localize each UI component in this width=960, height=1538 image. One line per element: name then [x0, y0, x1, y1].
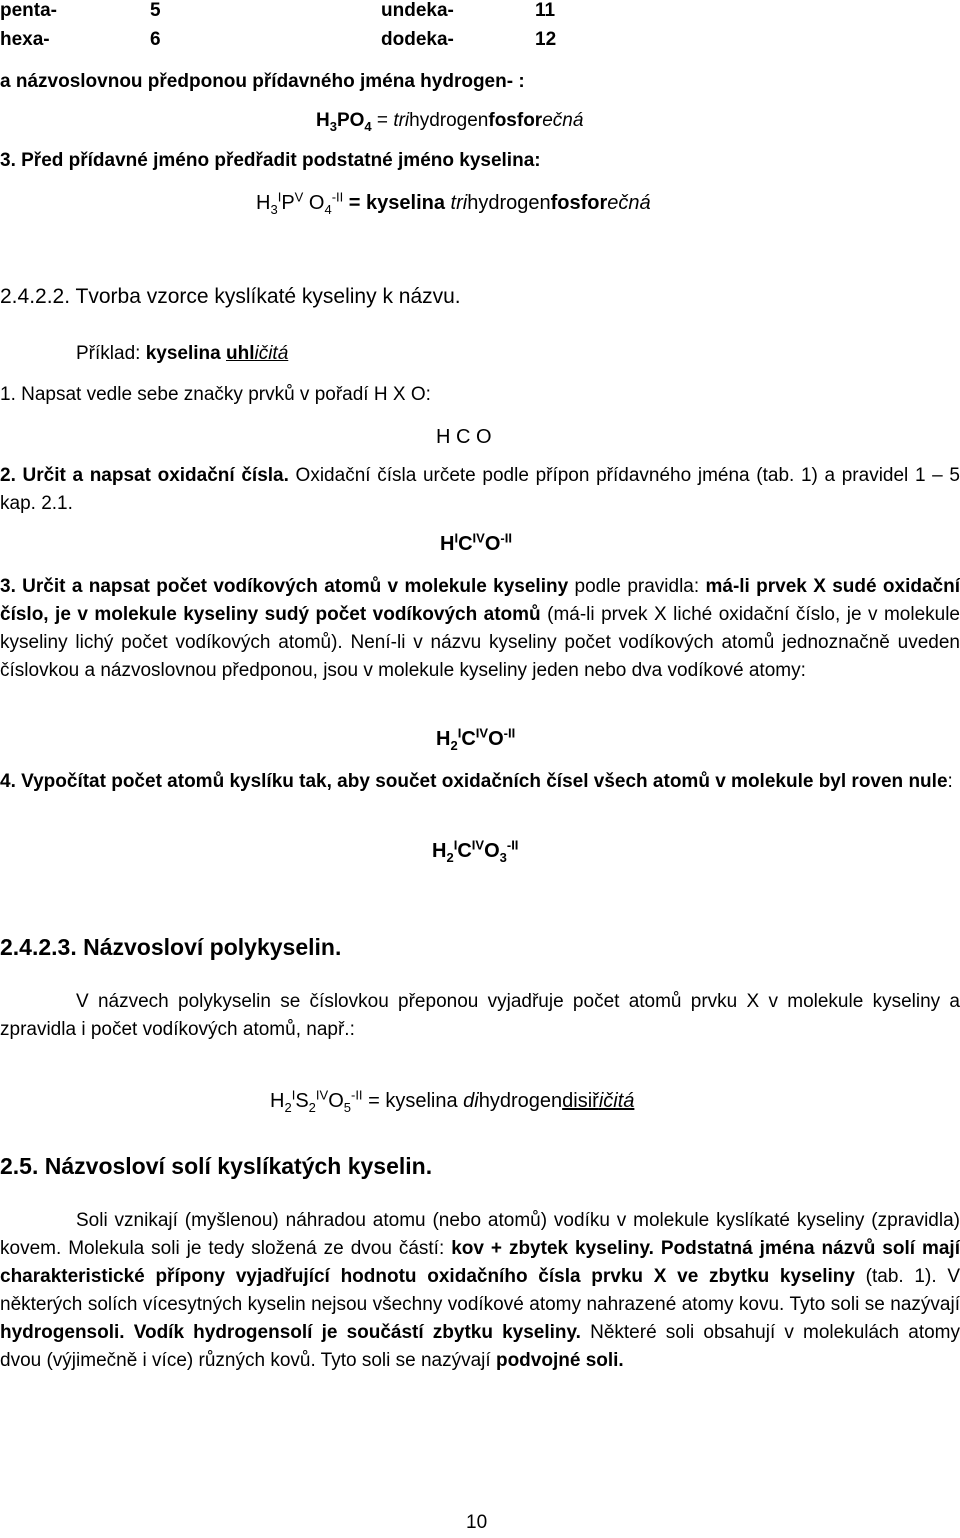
- step1-line: 1. Napsat vedle sebe značky prvků v pořadí H X O:: [0, 384, 431, 405]
- hco-formula: H C O: [436, 426, 492, 448]
- prefix-6: 6: [150, 29, 161, 50]
- formula-hco-ox: $H^IC^{IV}O^{-II}$: [440, 530, 512, 555]
- polyacid-paragraph: V názvech polykyselin se číslovkou přeponou vyjadřuje počet atomů prvku X v molekule kyseliny a zpravidla i počet vodíkových atomů, např.:: [0, 991, 960, 1040]
- step3-paragraph: 3. Určit a napsat počet vodíkových atomů v molekule kyseliny podle pravidla: má-li prvek X sudé oxidační číslo, je v molekule kyseliny sudý počet vodíkových atomů (má-li prvek X liché oxidační číslo, je v molekule kyseliny lichý počet vodíkových atomů). Není-li v názvu kyseliny počet vodíkových atomů jednoznačně uveden číslovkou a názvoslovnou předponou, jsou v molekule kyseliny jeden nebo dva vodíkové atomy:: [0, 576, 960, 681]
- prefix-dodeka: dodeka-: [381, 29, 454, 50]
- section-title-2423: 2.4.2.3. Názvosloví polykyselin.: [0, 934, 342, 960]
- prefix-penta: penta-: [0, 0, 57, 21]
- salts-paragraph: Soli vznikají (myšlenou) náhradou atomu (nebo atomů) vodíku v molekule kyslíkaté kyseliny (zpravidla) kovem. Molekula soli je tedy složená ze dvou částí: kov + zbytek kyseliny. Podstatná jména názvů solí mají charakteristické přípony vyjadřující hodnotu oxidačního čísla prvku X ve zbytku kyseliny (tab. 1). V některých solích vícesytných kyselin nejsou všechny vodíkové atomy nahrazené atomy kovu. Tyto soli se nazývají hydrogensoli. Vodík hydrogensolí je součástí zbytku kyseliny. Některé soli obsahují v molekulách atomy dvou (výjimečně i více) různých kovů. Tyto soli se nazývají podvojné soli.: [0, 1210, 960, 1371]
- step3-intro: 3. Před přídavné jméno předřadit podstatné jméno kyselina:: [0, 150, 541, 171]
- section-title-2422: 2.4.2.2. Tvorba vzorce kyslíkaté kyseliny k názvu.: [0, 285, 461, 308]
- formula-h2co: $H_2^IC^{IV}O^{-II}$: [436, 725, 516, 753]
- section-title-25: 2.5. Názvosloví solí kyslíkatých kyselin.: [0, 1153, 433, 1179]
- step4-paragraph: 4. Vypočítat počet atomů kyslíku tak, aby součet oxidačních čísel všech atomů v molekule byl roven nule:: [0, 771, 953, 792]
- example-line: Příklad: kyselina uhličitá: [76, 343, 289, 364]
- prefix-5: 5: [150, 0, 161, 21]
- prefix-12: 12: [535, 29, 557, 50]
- formula-h2co3: $H_2^IC^{IV}O_3^{-II}$: [432, 837, 519, 865]
- hydrogen-prefix-line: a názvoslovnou předponou přídavného jména hydrogen- :: [0, 71, 525, 92]
- prefix-hexa: hexa-: [0, 29, 50, 50]
- formula-h3po4-name: $H_3PO_4$ = trihydrogenfosforečná: [316, 110, 584, 134]
- prefix-undeka: undeka-: [381, 0, 454, 21]
- formula-h3po4-acid: $H_3^IP^V$ $O_4^{-II}$ = kyselina trihydrogenfosforečná: [256, 189, 651, 217]
- step2-paragraph: 2. Určit a napsat oxidační čísla. Oxidační čísla určete podle přípon přídavného jména (tab. 1) a pravidel 1 – 5 kap. 2.1.: [0, 465, 960, 514]
- page-number: 10: [466, 1512, 488, 1533]
- prefix-11: 11: [535, 0, 556, 21]
- formula-h2s2o5: $H_2^IS_2^{IV}O_5^{-II}$ = kyselina dihydrogendisiřičitá: [270, 1087, 635, 1115]
